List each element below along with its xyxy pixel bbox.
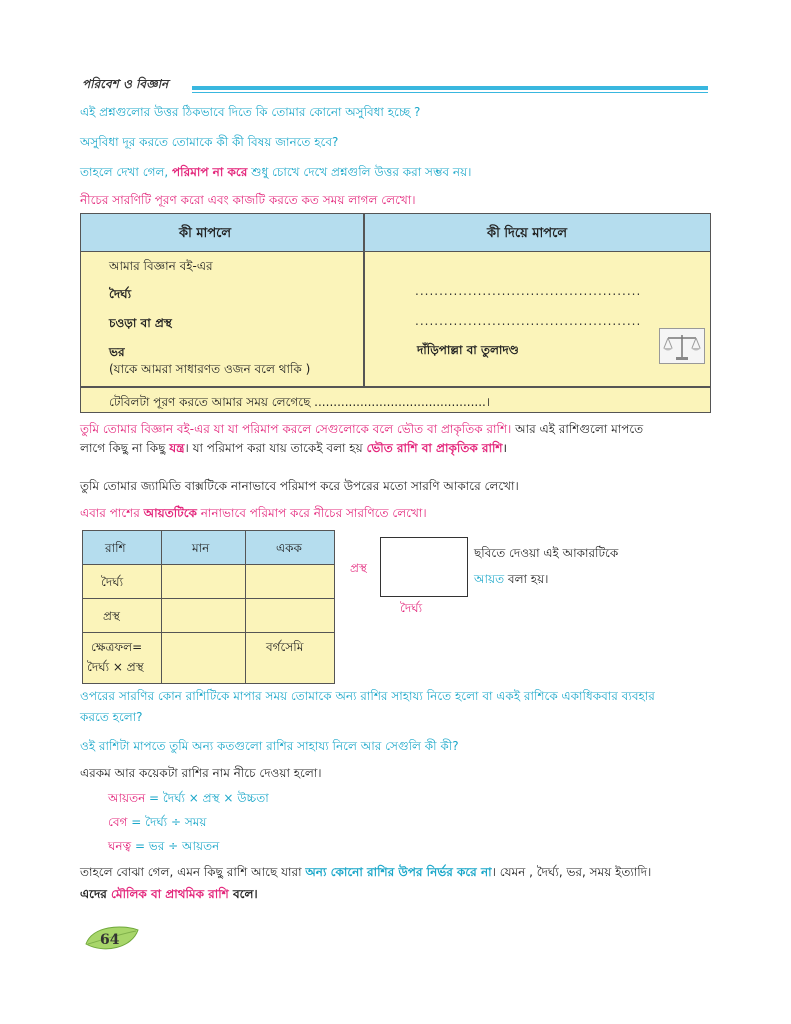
value-cell[interactable] <box>162 599 246 633</box>
rect-part-c: নানাভাবে পরিমাপ করে নীচের সারণিতে লেখো। <box>196 506 427 520</box>
conclusion-line-1 <box>80 864 651 880</box>
paragraph-physical-quantity <box>80 421 643 437</box>
formula-density <box>108 838 219 854</box>
header-value: মান <box>192 541 210 555</box>
table-header-cell <box>162 531 246 565</box>
physical-quantity-term: ভৌত রাশি বা প্রাকৃতিক রাশি <box>366 441 503 455</box>
fill-blank-2[interactable]: ............................................... <box>415 314 642 328</box>
balance-label: দাঁড়িপাল্লা বা তুলাদণ্ড <box>417 343 519 357</box>
statement-part-a: তাহলে দেখা গেল, <box>80 165 173 179</box>
quantities-intro: এরকম আর কয়েকটা রাশির নাম নীচে দেওয়া হলো। <box>80 766 322 780</box>
figure-caption-1: ছবিতে দেওয়া এই আকারটিকে <box>474 546 619 560</box>
running-header: পরিবেশ ও বিজ্ঞান <box>82 77 169 91</box>
unit-sq-cm: বর্গসেমি <box>266 640 304 654</box>
question-2: অসুবিধা দূর করতে তোমাকে কী কী বিষয় জানতে হবে? <box>80 135 339 149</box>
page-number-leaf <box>82 920 142 956</box>
question-3: ওপরের সারণির কোন রাশিটিকে মাপার সময় তোমাকে অন্য রাশির সাহায্য নিতে হলো বা একই রাশিকে একাধিকবার ব্যবহার <box>80 689 655 703</box>
table-divider <box>81 386 710 388</box>
conclusion-part-f: বলে। <box>228 887 258 901</box>
quantity-table <box>82 530 335 684</box>
conclusion-line-2 <box>80 886 258 902</box>
rectangle-term: আয়ত <box>474 572 505 586</box>
conclusion-emphasis: অন্য কোনো রাশির উপর নির্ভর করে না <box>305 865 492 879</box>
formula-expression: = দৈর্ঘ্য × প্রস্থ × উচ্চতা <box>145 791 269 805</box>
para1-part-c: লাগে কিছু না কিছু <box>80 441 170 455</box>
header-rule <box>192 86 708 90</box>
page-number: 64 <box>100 932 120 948</box>
table-header-row <box>81 214 710 252</box>
geometry-box-line: তুমি তোমার জ্যামিতি বাক্সটিকে নানাভাবে পরিমাপ করে উপরের মতো সারণি আকারে লেখো। <box>80 479 519 493</box>
column-header-what: কী মাপলে <box>179 226 232 241</box>
para1-part-e: । যা পরিমাপ করা যায় তাকেই বলা হয় <box>184 441 367 455</box>
column-header-with: কী দিয়ে মাপলে <box>487 226 568 241</box>
row-width: প্রস্থ <box>103 609 120 623</box>
table-header-cell <box>246 531 334 565</box>
length-label: দৈর্ঘ্য <box>109 287 132 301</box>
row-length: দৈর্ঘ্য <box>101 575 124 589</box>
row-area: ক্ষেত্রফল= <box>91 640 143 654</box>
book-label: আমার বিজ্ঞান বই-এর <box>109 259 213 273</box>
instrument-term: যন্ত্র <box>169 441 185 455</box>
balance-scale-image <box>659 328 705 364</box>
formula-expression: = দৈর্ঘ্য ÷ সময় <box>127 815 207 829</box>
balance-scale-icon <box>660 329 704 363</box>
mass-label: ভর <box>109 345 125 359</box>
rect-term: আয়তটিকে <box>143 506 197 520</box>
figure-caption-2 <box>474 571 548 591</box>
formula-volume <box>108 790 269 806</box>
table-row-label <box>83 633 162 683</box>
statement-part-c: শুধু চোখে দেখে প্রশ্নগুলি উত্তর করা সম্ভব নয়। <box>247 165 472 179</box>
unit-cell <box>246 633 334 683</box>
table-header-cell <box>83 531 162 565</box>
header-unit: একক <box>276 541 302 555</box>
formula-name: আয়তন <box>108 791 146 805</box>
formula-name: ঘনত্ব <box>108 839 132 853</box>
time-taken-row: টেবিলটা পূরণ করতে আমার সময় লেগেছে .............................................। <box>109 395 491 409</box>
fill-blank-1[interactable]: ............................................... <box>415 284 642 298</box>
caption-rest: বলা হয়। <box>504 572 549 586</box>
mass-note: (যাকে আমরা সাধারণত ওজন বলে থাকি ) <box>109 362 311 376</box>
row-area-formula: দৈর্ঘ্য × প্রস্থ <box>87 660 144 674</box>
rectangle-instruction <box>80 505 427 521</box>
rectangle-figure <box>380 537 468 597</box>
unit-cell[interactable] <box>246 599 334 633</box>
question-1: এই প্রশ্নগুলোর উত্তর ঠিকভাবে দিতে কি তোমার কোনো অসুবিধা হচ্ছে ? <box>80 105 421 119</box>
formula-velocity <box>108 814 207 830</box>
width-label: চওড়া বা প্রস্থ <box>109 316 172 330</box>
statement-emphasis: পরিমাপ না করে <box>172 165 248 179</box>
unit-cell[interactable] <box>246 565 334 599</box>
figure-length-label: দৈর্ঘ্য <box>400 601 423 615</box>
table-row-label <box>83 565 162 599</box>
question-3-cont: করতে হলো? <box>80 710 143 724</box>
measurement-table <box>80 213 711 413</box>
table-divider <box>363 214 365 386</box>
conclusion-part-a: তাহলে বোঝা গেল, এমন কিছু রাশি আছে যারা <box>80 865 306 879</box>
table-row-label <box>83 599 162 633</box>
fundamental-quantity-term: মৌলিক বা প্রাথমিক রাশি <box>111 887 229 901</box>
para1-part-g: । <box>502 441 508 455</box>
conclusion-part-c: । যেমন , দৈর্ঘ্য, ভর, সময় ইত্যাদি। <box>491 865 652 879</box>
para1-part-b: আর এই রাশিগুলো মাপতে <box>511 422 644 436</box>
instruction-line: নীচের সারণিটি পূরণ করো এবং কাজটি করতে কত সময় লাগল লেখো। <box>80 193 416 207</box>
para1-part-a: তুমি তোমার বিজ্ঞান বই-এর যা যা পরিমাপ করলে সেগুলোকে বলে ভৌত বা প্রাকৃতিক রাশি। <box>80 422 512 436</box>
value-cell[interactable] <box>162 633 246 683</box>
header-rule-thin <box>192 92 708 93</box>
value-cell[interactable] <box>162 565 246 599</box>
formula-name: বেগ <box>108 815 128 829</box>
conclusion-part-d: এদের <box>80 887 112 901</box>
header-quantity: রাশি <box>105 541 126 555</box>
statement-line <box>80 164 471 180</box>
question-4: ওই রাশিটা মাপতে তুমি অন্য কতগুলো রাশির সাহায্য নিলে আর সেগুলি কী কী? <box>80 739 459 753</box>
paragraph-physical-quantity-2 <box>80 440 507 456</box>
rect-part-a: এবার পাশের <box>80 506 144 520</box>
figure-width-label: প্রস্থ <box>350 561 367 575</box>
formula-expression: = ভর ÷ আয়তন <box>131 839 220 853</box>
